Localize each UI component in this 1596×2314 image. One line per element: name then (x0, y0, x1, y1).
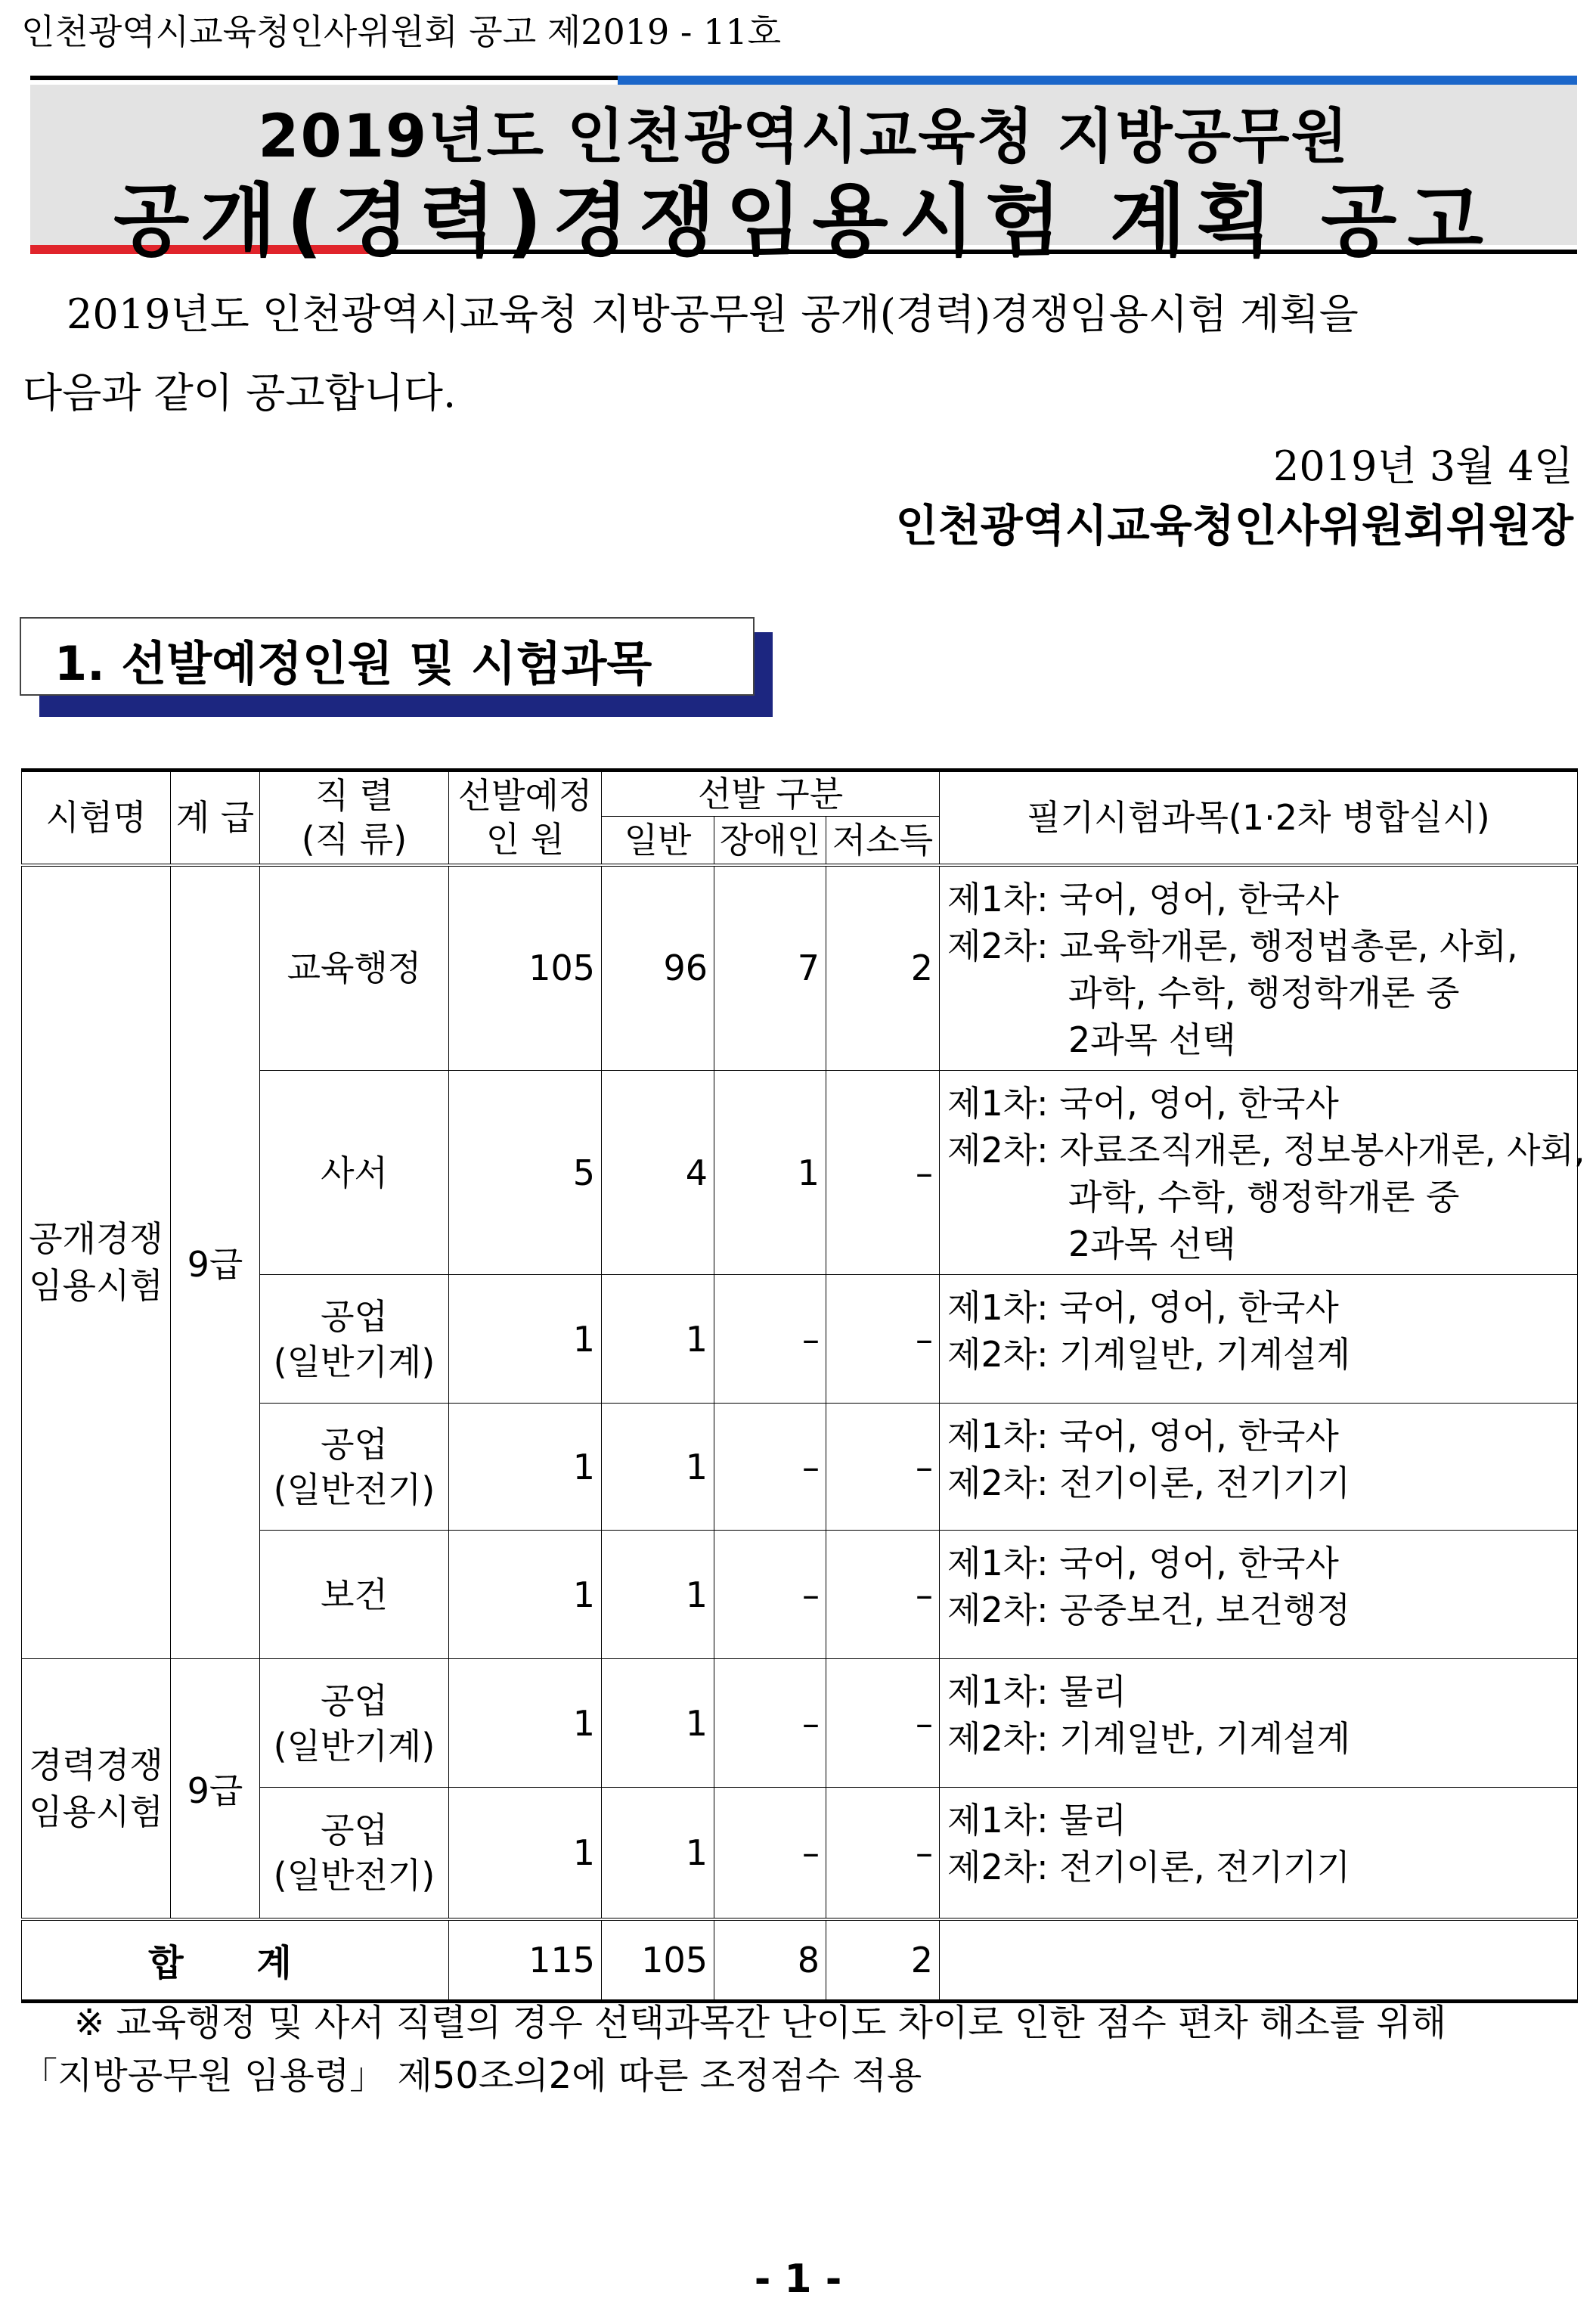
job-cell: 공업 (일반전기) (260, 1788, 449, 1919)
subjects-cell: 제1차: 국어, 영어, 한국사 제2차: 교육학개론, 행정법총론, 사회, 과학, 수학, 행정학개론 중 2과목 선택 (940, 865, 1578, 1071)
general-cell: 1 (602, 1531, 714, 1659)
job-cell: 사서 (260, 1071, 449, 1275)
total-cell: 5 (449, 1071, 602, 1275)
notice-date: 2019년 3월 4일 (1273, 442, 1573, 490)
job-cell: 보건 (260, 1531, 449, 1659)
subjects-cell: 제1차: 국어, 영어, 한국사 제2차: 공중보건, 보건행정 (940, 1531, 1578, 1659)
general-cell: 1 (602, 1404, 714, 1531)
header-exam-name: 시험명 (22, 771, 171, 865)
total-disabled: 8 (714, 1919, 826, 2002)
page-number: - 1 - (754, 2257, 842, 2302)
table-row (22, 1659, 1578, 1788)
subjects-cell: 제1차: 물리 제2차: 전기이론, 전기기기 (940, 1788, 1578, 1919)
header-low-income: 저소득 (826, 817, 940, 865)
disabled-cell: – (714, 1531, 826, 1659)
general-cell: 1 (602, 1788, 714, 1919)
intro-line1: 2019년도 인천광역시교육청 지방공무원 공개(경력)경쟁임용시험 계획을 (67, 290, 1359, 338)
disabled-cell: – (714, 1788, 826, 1919)
subjects-cell: 제1차: 국어, 영어, 한국사 제2차: 전기이론, 전기기기 (940, 1404, 1578, 1531)
subjects-cell: 제1차: 국어, 영어, 한국사 제2차: 기계일반, 기계설계 (940, 1275, 1578, 1404)
intro-paragraph (23, 275, 1557, 433)
exam-name-cell: 공개경쟁 임용시험 (22, 865, 171, 1659)
section-title: 선발예정인원 및 시험과목 (121, 636, 652, 691)
recruitment-table (21, 768, 1585, 2003)
low-income-cell: – (826, 1788, 940, 1919)
header-subjects: 필기시험과목(1·2차 병합실시) (940, 771, 1578, 865)
general-cell: 1 (602, 1659, 714, 1788)
total-general: 105 (602, 1919, 714, 2002)
job-cell: 공업 (일반전기) (260, 1404, 449, 1531)
header-grade: 계 급 (171, 771, 260, 865)
header-disabled: 장애인 (714, 817, 826, 865)
job-cell: 공업 (일반기계) (260, 1659, 449, 1788)
general-cell: 4 (602, 1071, 714, 1275)
subjects-cell: 제1차: 국어, 영어, 한국사 제2차: 자료조직개론, 정보봉사개론, 사회, 과학, 수학, 행정학개론 중 2과목 선택 (940, 1071, 1578, 1275)
grade-cell: 9급 (171, 865, 260, 1659)
header-quota: 선발예정 인 원 (449, 771, 602, 865)
total-label: 합 계 (22, 1919, 449, 2002)
exam-name-cell: 경력경쟁 임용시험 (22, 1659, 171, 1919)
total-subjects-empty (940, 1919, 1578, 2002)
disabled-cell: – (714, 1659, 826, 1788)
issuer: 인천광역시교육청인사위원회위원장 (895, 500, 1573, 551)
header-category: 선발 구분 (602, 771, 940, 817)
table-row (22, 865, 1578, 1071)
disabled-cell: 1 (714, 1071, 826, 1275)
section-number: 1. (54, 636, 105, 691)
footnote-line2: 「지방공무원 임용령」 제50조의2에 따른 조정점수 적용 (21, 2055, 922, 2097)
low-income-cell: – (826, 1071, 940, 1275)
general-cell: 1 (602, 1275, 714, 1404)
footnote (21, 1996, 1579, 2102)
total-low-income: 2 (826, 1919, 940, 2002)
low-income-cell: – (826, 1404, 940, 1531)
low-income-cell: 2 (826, 865, 940, 1071)
header-general: 일반 (602, 817, 714, 865)
document-title-line2: 공개(경력)경쟁임용시험 계획 공고 (113, 175, 1494, 267)
section-heading (20, 617, 753, 696)
job-cell: 공업 (일반기계) (260, 1275, 449, 1404)
total-cell: 1 (449, 1531, 602, 1659)
subjects-cell: 제1차: 물리 제2차: 기계일반, 기계설계 (940, 1659, 1578, 1788)
disabled-cell: – (714, 1275, 826, 1404)
document-title-line1: 2019년도 인천광역시교육청 지방공무원 (258, 103, 1350, 171)
general-cell: 96 (602, 865, 714, 1071)
total-row (22, 1919, 1578, 2002)
low-income-cell: – (826, 1659, 940, 1788)
total-cell: 1 (449, 1788, 602, 1919)
header-job: 직 렬 (직 류) (260, 771, 449, 865)
low-income-cell: – (826, 1275, 940, 1404)
notice-number: 인천광역시교육청인사위원회 공고 제2019 - 11호 (21, 11, 782, 52)
disabled-cell: – (714, 1404, 826, 1531)
footnote-line1: ※ 교육행정 및 사서 직렬의 경우 선택과목간 난이도 차이로 인한 점수 편차 해소를 위해 (74, 2002, 1447, 2044)
job-cell: 교육행정 (260, 865, 449, 1071)
disabled-cell: 7 (714, 865, 826, 1071)
intro-line2: 다음과 같이 공고합니다. (23, 369, 457, 417)
low-income-cell: – (826, 1531, 940, 1659)
title-banner (30, 76, 1577, 267)
total-cell: 1 (449, 1275, 602, 1404)
grade-cell: 9급 (171, 1659, 260, 1919)
total-cell: 105 (449, 865, 602, 1071)
total-cell: 1 (449, 1404, 602, 1531)
total-total: 115 (449, 1919, 602, 2002)
total-cell: 1 (449, 1659, 602, 1788)
